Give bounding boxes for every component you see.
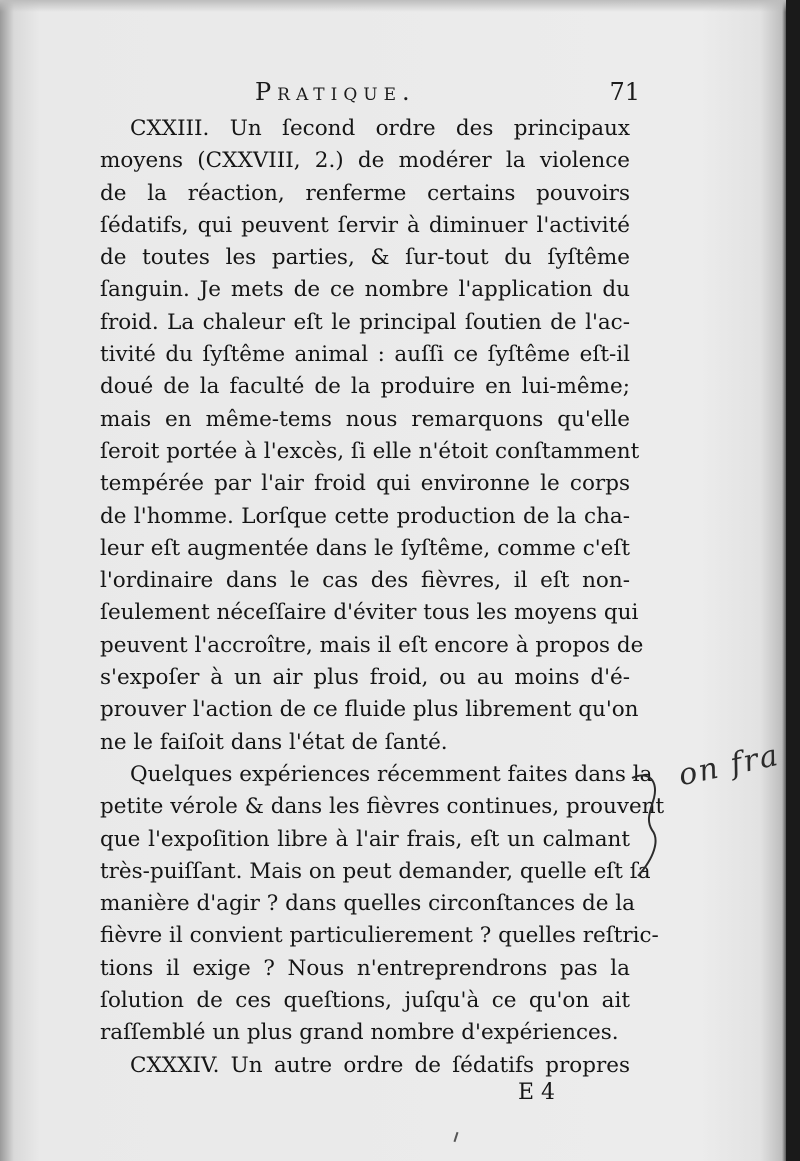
text-line: CXXIII. Un ſecond ordre des principaux	[130, 116, 630, 141]
text-line: ne le faiſoit dans l'état de ſanté.	[100, 729, 448, 755]
text-line: CXXXIV. Un autre ordre de ſédatifs propres	[130, 1052, 630, 1078]
text-line: fièvre il convient particulierement ? quelles reſtric-	[100, 923, 659, 949]
text-line: de l'homme. Lorſque cette production de la cha-	[100, 503, 630, 529]
handwritten-annotation	[630, 737, 790, 880]
text-line: tions il exige ? Nous n'entreprendrons pas la	[100, 955, 630, 981]
text-line: leur eſt augmentée dans le ſyſtême, comme c'eſt	[100, 535, 630, 561]
text-line: raſſemblé un plus grand nombre d'expériences.	[100, 1020, 619, 1046]
text-line: ſeulement néceſſaire d'éviter tous les moyens qui	[100, 600, 639, 626]
text-line: prouver l'action de ce fluide plus librement qu'on	[100, 697, 639, 723]
running-title: Pratique.	[255, 78, 416, 106]
text-line: petite vérole & dans les fièvres continues, prouvent	[100, 794, 665, 820]
body-text	[100, 113, 665, 1082]
page-top-edge	[0, 0, 800, 12]
text-line: tivité du ſyſtême animal : auſſi ce ſyſtême eſt-il	[100, 342, 630, 368]
text-line: ſeroit portée à l'excès, ſi elle n'étoit conſtamment	[100, 438, 640, 464]
margin-note-text: on fra	[675, 737, 783, 794]
stray-mark	[454, 1132, 459, 1142]
text-line: tempérée par l'air froid qui environne le corps	[100, 471, 630, 497]
text-line: de la réaction, renferme certains pouvoirs	[100, 180, 630, 206]
signature-mark: E 4	[518, 1080, 556, 1105]
text-line: peuvent l'accroître, mais il eſt encore à propos de	[100, 632, 644, 658]
text-line: moyens (CXXVIII, 2.) de modérer la violence	[100, 148, 630, 174]
text-line: mais en même-tems nous remarquons qu'elle	[100, 406, 630, 432]
text-line: froid. La chaleur eſt le principal ſoutien de l'ac-	[100, 309, 630, 335]
page-number: 71	[609, 78, 640, 106]
text-line: ſolution de ces queſtions, juſqu'à ce qu'on ait	[100, 988, 630, 1014]
page-header	[100, 78, 640, 114]
text-line: l'ordinaire dans le cas des fièvres, il eſt non-	[100, 568, 630, 594]
text-line: que l'expoſition libre à l'air frais, eſt un calmant	[100, 826, 630, 852]
text-line: manière d'agir ? dans quelles circonſtances de la	[100, 891, 636, 917]
spine-shadow	[786, 0, 800, 1161]
text-line: de toutes les parties, & ſur-tout du ſyſtême	[100, 245, 630, 271]
text-line: Quelques expériences récemment faites dans la	[130, 761, 653, 787]
text-line: ſanguin. Je mets de ce nombre l'application du	[100, 277, 630, 303]
text-line: s'expoſer à un air plus froid, ou au moins d'é-	[100, 665, 630, 691]
text-line: ſédatifs, qui peuvent ſervir à diminuer l'activité	[100, 212, 630, 238]
text-line: très-puiſſant. Mais on peut demander, quelle eſt ſa	[100, 858, 651, 884]
text-line: doué de la faculté de la produire en lui-même;	[100, 374, 630, 400]
